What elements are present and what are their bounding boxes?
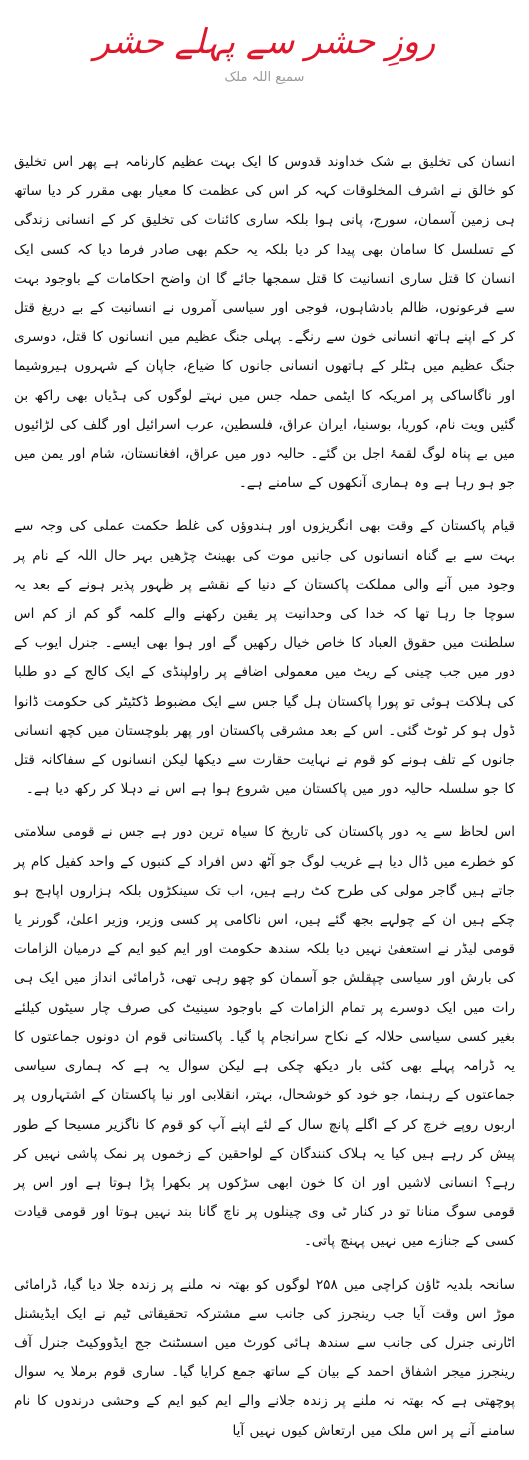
article-paragraph: سانحہ بلدیہ ٹاؤن کراچی میں ۲۵۸ لوگوں کو بھتہ نہ ملنے پر زندہ جلا دیا گیا، ڈرامائی موڑ اس وقت آیا جب رینجرز کی جانب سے مشترکہ تحقیقاتی ٹیم نے ایک ایڈیشنل اٹارنی جنرل کی جانب سے سندھ ہائی کورٹ میں اسسٹنٹ جج ایڈووکیٹ جنرل آف رینجرز میجر اشفاق احمد کے بیان کے ساتھ جمع کرایا گیا۔ ساری قوم برملا یہ سوال پوچھتی ہے کہ بھتہ نہ ملنے پر زندہ جلانے والے ایم کیو ایم کے وحشی درندوں کا نام سامنے آنے پر اس ملک میں ارتعاش کیوں نہیں آیا xyxy=(14,1276,515,1439)
article-paragraph: قیام پاکستان کے وقت بھی انگریزوں اور ہندوؤں کی غلط حکمت عملی کی وجہ سے بہت سے بے گناہ انسانوں کی جانیں موت کی بھینٹ چڑھیں بہر حال اللہ کے نام پر وجود میں آنے والی مملکت پاکستان کے دنیا کے نقشے پر ظہور پذیر ہونے کے بعد یہ سوچا جا رہا تھا کہ خدا کی وحدانیت پر یقین رکھنے والے کلمہ گو کم از کم اس سلطنت میں حقوق العباد کا خاص خیال رکھیں گے اور ہوا بھی ایسے۔ جنرل ایوب کے دور میں جب چینی کے ریٹ میں معمولی اضافے پر راولپنڈی کے ایک کالج کے دو طلبا کی ہلاکت ہوئی تو پورا پاکستان ہل گیا جس سے ایک مضبوط ڈکٹیٹر کی حکومت ڈانوا ڈول ہو کر ٹوٹ گئی۔ اس کے بعد مشرقی پاکستان اور پھر بلوچستان میں کچھ انسانی جانوں کے تلف ہونے کو قوم نے نہایت حقارت سے دیکھا لیکن انسانوں کے سفاکانہ قتل کا جو سلسلہ حالیہ دور میں پاکستان میں شروع ہوا ہے اس نے دہلا کر رکھ دیا ہے۔ xyxy=(14,518,515,798)
article-body xyxy=(14,148,515,1460)
article-paragraph: اس لحاظ سے یہ دور پاکستان کی تاریخ کا سیاہ ترین دور ہے جس نے قومی سلامتی کو خطرے میں ڈال دیا ہے غریب لوگ جو آٹھ دس افراد کے کنبوں کے واحد کفیل کام پر جاتے ہیں گاجر مولی کی طرح کٹ رہے ہیں، اب تک سینکڑوں بلکہ ہزاروں اپاہج ہو چکے ہیں ان کے چولہے بجھ گئے ہیں، اس ناکامی پر کسی وزیر، وزیر اعلیٰ، گورنر یا قومی لیڈر نے استعفیٰ نہیں دیا بلکہ سندھ حکومت اور ایم کیو ایم کے درمیان الزامات کی بارش اور سیاسی چپقلش جو آسمان کو چھو رہی تھی، ڈرامائی انداز میں ایک ہی رات میں ایک دوسرے پر تمام الزامات کے باوجود سینیٹ کی صرف چار سیٹوں کیلئے بغیر کسی سیاسی حلالہ کے نکاح سرانجام پا گیا۔ پاکستانی قوم ان دونوں جماعتوں کا یہ ڈرامہ پہلے بھی کئی بار دیکھ چکی ہے لیکن سوال یہ ہے کہ ہماری سیاسی جماعتوں کے رہنما، جو خود کو خوشحال، بہتر، انقلابی اور نیا پاکستان کے اشتہاروں پر اربوں روپے خرچ کر کے اگلے پانچ سال کے لئے اپنے آپ کو قوم کا ناگزیر مسیحا کے طور پیش کر رہے ہیں کیا یہ ہلاک کنندگان کے لواحقین کے زخموں پر نمک پاشی نہیں کر رہے؟ انسانی لاشیں اور ان کا خون ابھی سڑکوں پر بکھرا پڑا ہوتا ہے اور اس پر قومی سوگ منانا تو در کنار ٹی وی چینلوں پر ناچ گانا بند نہیں ہوتا اور قومی قیادت کسی کے جنازے میں نہیں پہنچ پاتی۔ xyxy=(14,824,515,1250)
article-paragraph: انسان کی تخلیق بے شک خداوند قدوس کا ایک بہت عظیم کارنامہ ہے پھر اس تخلیق کو خالق نے اشرف المخلوقات کہہ کر اس کی عظمت کا معیار بھی مقرر کر دیا ساتھ ہی زمین آسمان، سورج، پانی ہوا بلکہ ساری کائنات کی تخلیق کر کے انسانی زندگی کے تسلسل کا سامان بھی پیدا کر دیا بلکہ یہ حکم بھی صادر فرما دیا کہ کسی ایک انسان کا قتل ساری انسانیت کا قتل سمجھا جائے گا ان واضح احکامات کے باوجود بہت سے فرعونوں، ظالم بادشاہوں، فوجی اور سیاسی آمروں نے انسانیت کے بے دریغ قتل کر کے اپنے ہاتھ انسانی خون سے رنگے۔ پہلی جنگ عظیم میں انسانوں کا قتل، دوسری جنگ عظیم میں ہٹلر کے ہاتھوں انسانی جانوں کا ضیاع، جاپان کے شہروں ہیروشیما اور ناگاساکی پر امریکہ کا ایٹمی حملہ جس میں نہتے لوگوں کی ہڈیاں بھی راکھ بن گئیں ویت نام، کوریا، بوسنیا، ایران عراق، فلسطین، عرب اسرائیل اور گلف کی لڑائیوں میں بے پناہ لوگ لقمۂ اجل بن گئے۔ حالیہ دور میں عراق، افغانستان، شام اور یمن میں جو ہو رہا ہے وہ ہماری آنکھوں کے سامنے ہے۔ xyxy=(14,154,515,492)
article-author: سمیع اللہ ملک xyxy=(224,70,305,85)
article-title: روزِ حشر سے پہلے حشر xyxy=(93,22,436,62)
